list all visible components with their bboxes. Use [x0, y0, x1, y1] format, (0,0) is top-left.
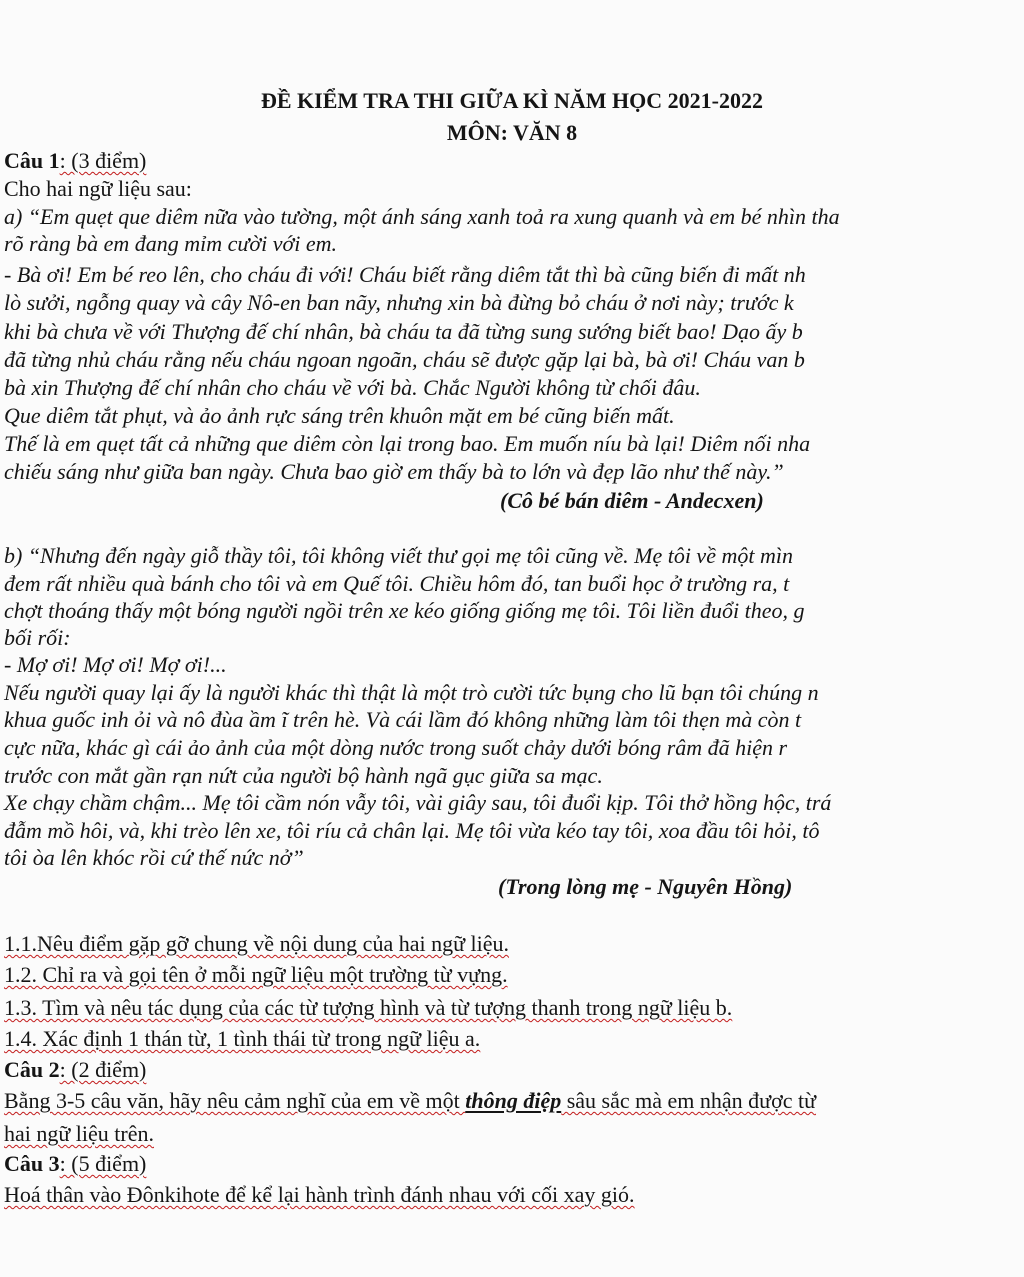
question-1-points: : (3 điểm) [59, 148, 147, 173]
passage-a-line: a) “Em quẹt que diêm nữa vào tường, một ánh sáng xanh toả ra xung quanh và em bé nhìn tha [4, 204, 840, 229]
question-1-label: Câu 1 [4, 148, 60, 173]
question-2-text-line2: hai ngữ liệu trên. [4, 1121, 154, 1146]
question-3-text: Hoá thân vào Đônkihote để kể lại hành trình đánh nhau với cối xay gió. [4, 1182, 635, 1207]
task-item: 1.3. Tìm và nêu tác dụng của các từ tượng hình và từ tượng thanh trong ngữ liệu b. [4, 995, 733, 1020]
question-2-text [4, 1088, 816, 1114]
passage-a-line: Que diêm tắt phụt, và ảo ảnh rực sáng trên khuôn mặt em bé cũng biến mất. [4, 403, 675, 428]
passage-a-line: bà xin Thượng đế chí nhân cho cháu về với bà. Chắc Người không từ chối đâu. [4, 375, 701, 400]
passage-b-line: bối rối: [4, 625, 71, 650]
passage-b-line: tôi òa lên khóc rồi cứ thế nức nở” [4, 845, 304, 870]
task-item: 1.1.Nêu điểm gặp gỡ chung về nội dung của hai ngữ liệu. [4, 931, 510, 956]
passage-a-line: lò sưởi, ngỗng quay và cây Nô-en ban nãy, nhưng xin bà đừng bỏ cháu ở nơi này; trước k [4, 290, 794, 315]
exam-subject: MÔN: VĂN 8 [446, 120, 578, 145]
question-2-text-before: Bằng 3-5 câu văn, hãy nêu cảm nghĩ của em về một [4, 1088, 466, 1113]
passage-b-line: Nếu người quay lại ấy là người khác thì thật là một trò cười tức bụng cho lũ bạn tôi chúng n [4, 680, 819, 705]
passage-b-source: (Trong lòng mẹ - Nguyên Hồng) [498, 874, 793, 899]
task-item: 1.4. Xác định 1 thán từ, 1 tình thái từ trong ngữ liệu a. [4, 1026, 481, 1051]
question-1-heading [4, 148, 146, 174]
question-2-label: Câu 2 [4, 1057, 60, 1082]
passage-a-line: khi bà chưa về với Thượng đế chí nhân, bà cháu ta đã từng sung sướng biết bao! Dạo ấy b [4, 319, 803, 344]
passage-b-line: khua guốc inh ỏi và nô đùa ầm ĩ trên hè. Và cái lầm đó không những làm tôi thẹn mà còn t [4, 707, 802, 732]
question-2-points: : (2 điểm) [59, 1057, 147, 1082]
passage-b-line: b) “Nhưng đến ngày giỗ thầy tôi, tôi không viết thư gọi mẹ tôi cũng về. Mẹ tôi về một mìn [4, 543, 793, 568]
question-3-points: : (5 điểm) [59, 1151, 147, 1176]
exam-title: ĐỀ KIỂM TRA THI GIỮA KÌ NĂM HỌC 2021-2022 [261, 88, 763, 113]
passage-a-line: chiếu sáng như giữa ban ngày. Chưa bao giờ em thấy bà to lớn và đẹp lão như thế này.” [4, 459, 784, 484]
question-2-text-after: sâu sắc mà em nhận được từ [561, 1088, 817, 1113]
passage-b-line: cực nữa, khác gì cái ảo ảnh của một dòng nước trong suốt chảy dưới bóng râm đã hiện r [4, 735, 788, 760]
passage-a-line: đã từng nhủ cháu rằng nếu cháu ngoan ngoãn, cháu sẽ được gặp lại bà, bà ơi! Cháu van b [4, 347, 805, 372]
question-3-heading [4, 1151, 146, 1177]
passage-a-source: (Cô bé bán diêm - Andecxen) [500, 488, 764, 513]
task-item: 1.2. Chỉ ra và gọi tên ở mỗi ngữ liệu một trường từ vựng. [4, 962, 508, 987]
passage-a-line: Thế là em quẹt tất cả những que diêm còn lại trong bao. Em muốn níu bà lại! Diêm nối nha [4, 431, 811, 456]
passage-a-line: rõ ràng bà em đang mỉm cười với em. [4, 231, 338, 256]
passage-b-line: Xe chạy chầm chậm... Mẹ tôi cầm nón vẫy tôi, vài giây sau, tôi đuổi kịp. Tôi thở hồng hộc, trá [4, 790, 832, 815]
question-2-heading [4, 1057, 146, 1083]
passage-a-line: - Bà ơi! Em bé reo lên, cho cháu đi với! Cháu biết rằng diêm tắt thì bà cũng biến đi mất nh [4, 262, 806, 287]
passage-b-line: - Mợ ơi! Mợ ơi! Mợ ơi!... [4, 652, 227, 677]
passage-b-line: chợt thoáng thấy một bóng người ngồi trên xe kéo giống giống mẹ tôi. Tôi liền đuổi theo, g [4, 598, 805, 623]
passage-b-line: đẫm mồ hôi, và, khi trèo lên xe, tôi ríu cả chân lại. Mẹ tôi vừa kéo tay tôi, xoa đầu tôi hỏi, tô [4, 818, 820, 843]
question-3-label: Câu 3 [4, 1151, 60, 1176]
passage-b-line: trước con mắt gần rạn nứt của người bộ hành ngã gục giữa sa mạc. [4, 763, 603, 788]
question-1-intro: Cho hai ngữ liệu sau: [4, 176, 192, 201]
passage-b-line: đem rất nhiều quà bánh cho tôi và em Quế tôi. Chiều hôm đó, tan buổi học ở trường ra, t [4, 571, 790, 596]
question-2-emphasis: thông điệp [465, 1088, 562, 1113]
